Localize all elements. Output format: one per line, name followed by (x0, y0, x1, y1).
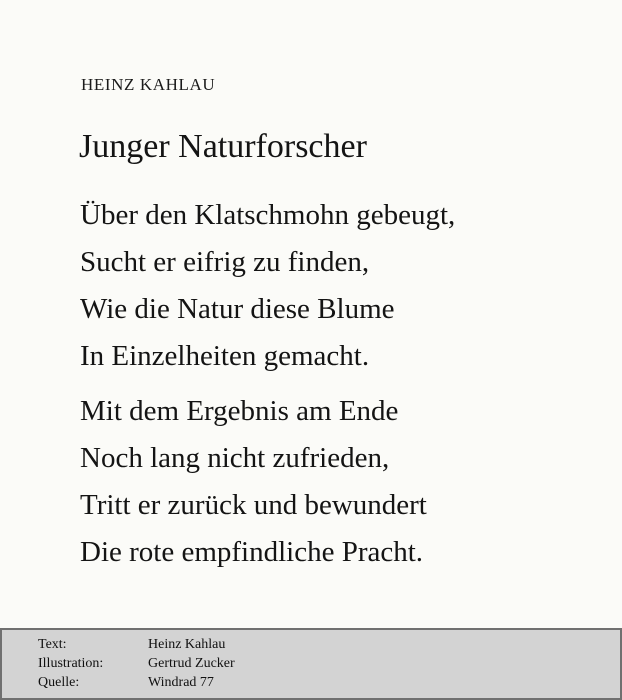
poem-line: Noch lang nicht zufrieden, (80, 442, 390, 474)
poem-line: Mit dem Ergebnis am Ende (80, 395, 399, 427)
poem-author: HEINZ KAHLAU (81, 75, 216, 94)
source-value: Heinz Kahlau (148, 637, 226, 652)
poem-stanza-2 (80, 388, 427, 576)
source-info-panel (0, 628, 622, 700)
source-row-quelle (2, 675, 620, 694)
poem-line: In Einzelheiten gemacht. (80, 340, 370, 372)
source-value: Windrad 77 (148, 675, 214, 690)
source-row-text (2, 637, 620, 656)
source-value: Gertrud Zucker (148, 656, 235, 671)
poem-line: Tritt er zurück und bewundert (80, 489, 427, 521)
poem-line: Wie die Natur diese Blume (80, 293, 395, 325)
poem-line: Die rote empfindliche Pracht. (80, 536, 424, 568)
source-row-illustration (2, 656, 620, 675)
source-label: Illustration: (38, 656, 104, 671)
poem-stanza-1 (80, 192, 455, 380)
poem-line: Über den Klatschmohn gebeugt, (80, 199, 456, 231)
poem-title: Junger Naturforscher (79, 128, 367, 165)
poem-line: Sucht er eifrig zu finden, (80, 246, 370, 278)
source-label: Quelle: (38, 675, 80, 690)
source-label: Text: (38, 637, 67, 652)
